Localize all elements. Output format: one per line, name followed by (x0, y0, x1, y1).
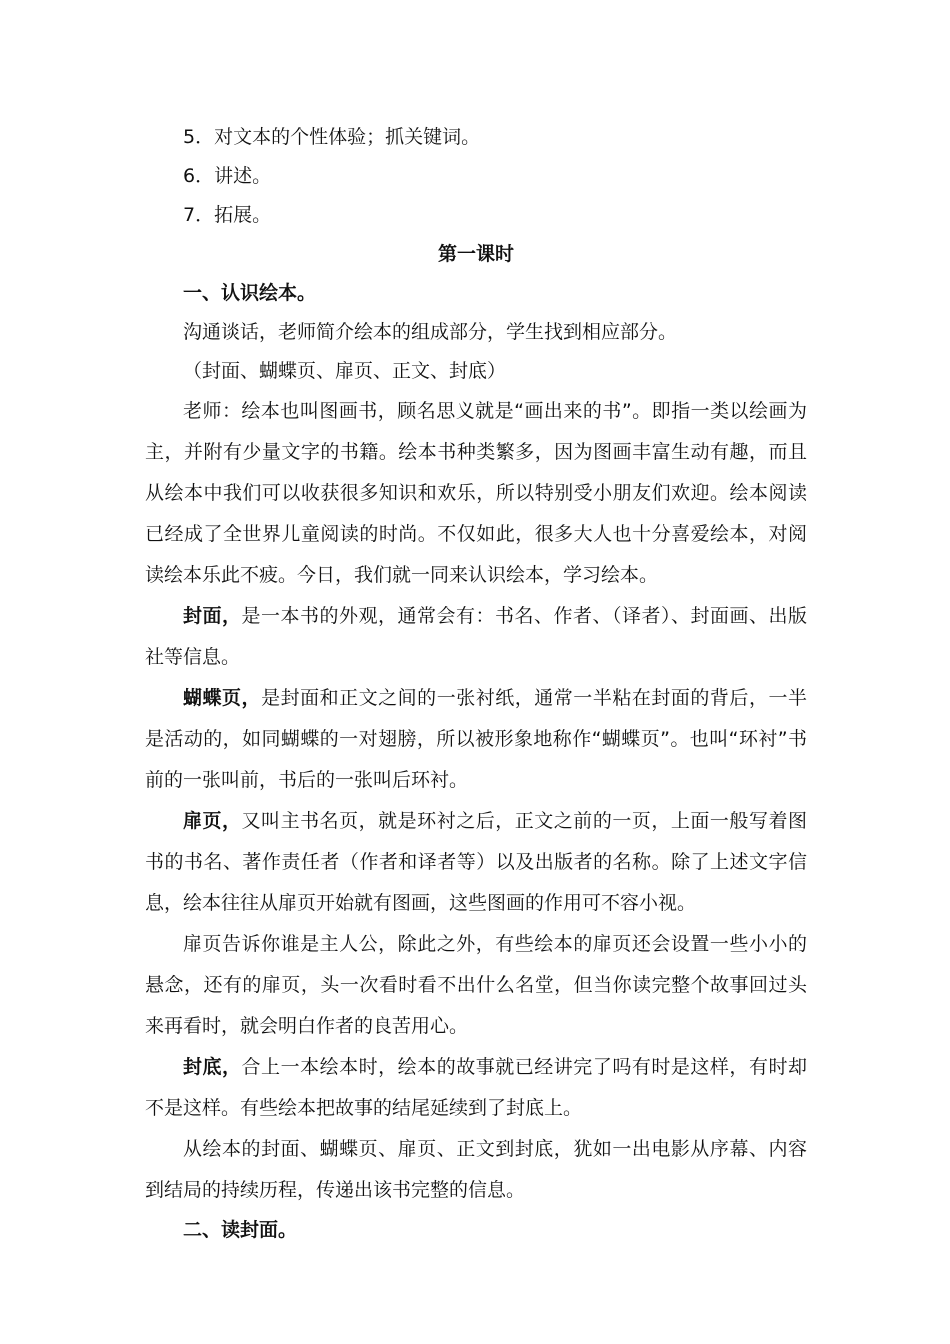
endpaper-text: 是封面和正文之间的一张衬纸，通常一半粘在封面的背后，一半是活动的，如同蝴蝶的一对翅膀，所以被形象地称作“蝴蝶页”。也叫“环衬”书前的一张叫前，书后的一张叫后环衬。 (145, 687, 807, 791)
endpaper-term: 蝴蝶页， (183, 687, 262, 709)
title-page-note: 扉页告诉你谁是主人公，除此之外，有些绘本的扉页还会设置一些小小的悬念，还有的扉页，头一次看时看不出什么名堂，但当你读完整个故事回过头来再看时，就会明白作者的良苦用心。 (145, 933, 807, 1037)
section1-heading: 一、认识绘本。 (183, 282, 317, 304)
document-body (145, 118, 807, 1250)
teacher-paragraph: 老师：绘本也叫图画书，顾名思义就是“画出来的书”。即指一类以绘画为主，并附有少量文字的书籍。绘本书种类繁多，因为图画丰富生动有趣，而且从绘本中我们可以收获很多知识和欢乐，所以特别受小朋友们欢迎。绘本阅读已经成了全世界儿童阅读的时尚。不仅如此，很多大人也十分喜爱绘本，对阅读绘本乐此不疲。今日，我们就一同来认识绘本，学习绘本。 (145, 400, 807, 586)
cover-text: 是一本书的外观，通常会有：书名、作者、（译者）、封面画、出版社等信息。 (145, 605, 807, 668)
section2-heading: 二、读封面。 (183, 1219, 298, 1241)
back-cover-term: 封底， (183, 1056, 242, 1078)
cover-term: 封面， (183, 605, 242, 627)
list-item-5: 5．对文本的个性体验；抓关键词。 (183, 126, 481, 148)
summary-paragraph: 从绘本的封面、蝴蝶页、扉页、正文到封底，犹如一出电影从序幕、内容到结局的持续历程，传递出该书完整的信息。 (145, 1138, 807, 1201)
lesson-title: 第一课时 (437, 243, 514, 265)
title-page-paragraph (145, 801, 807, 924)
back-cover-text: 合上一本绘本时，绘本的故事就已经讲完了吗有时是这样，有时却不是这样。有些绘本把故事的结尾延续到了封底上。 (145, 1056, 807, 1119)
section1-parts: （封面、蝴蝶页、扉页、正文、封底） (183, 360, 507, 382)
cover-paragraph (145, 596, 807, 678)
title-page-text: 又叫主书名页，就是环衬之后，正文之前的一页，上面一般写着图书的书名、著作责任者（作者和译者等）以及出版者的名称。除了上述文字信息，绘本往往从扉页开始就有图画，这些图画的作用可不容小视。 (145, 810, 807, 914)
list-item-6: 6．讲述。 (183, 165, 272, 187)
title-page-term: 扉页， (183, 810, 242, 832)
section1-intro: 沟通谈话，老师简介绘本的组成部分，学生找到相应部分。 (183, 321, 678, 343)
endpaper-paragraph (145, 678, 807, 801)
back-cover-paragraph (145, 1047, 807, 1129)
list-item-7: 7．拓展。 (183, 204, 272, 226)
